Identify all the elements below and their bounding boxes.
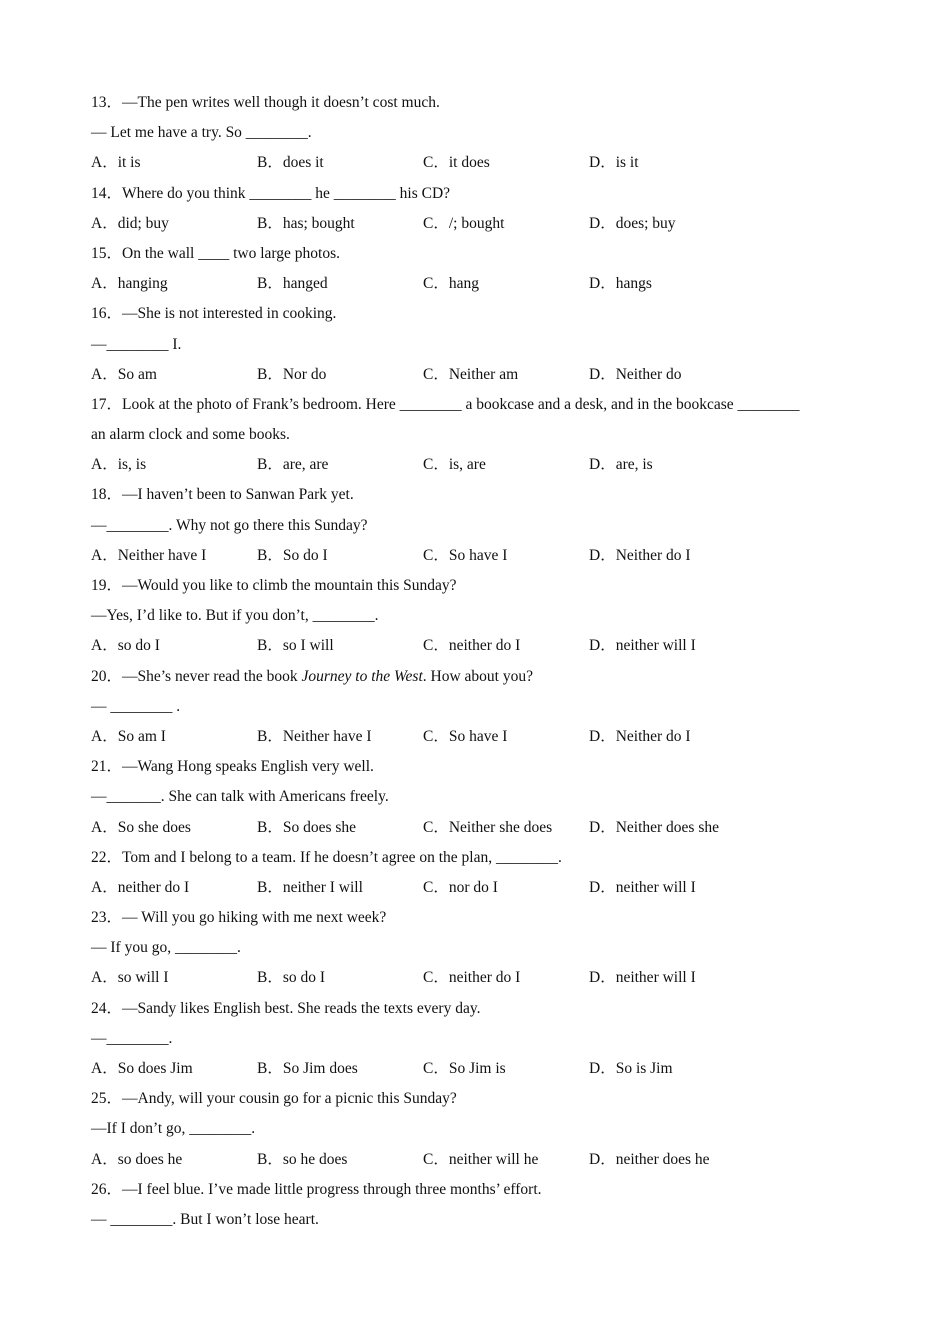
question-15-options	[91, 269, 881, 299]
question-20-reply: — ________ .	[91, 697, 181, 715]
option-a: A．so do I	[91, 637, 160, 655]
option-b: B．Nor do	[257, 365, 327, 383]
question-17-options	[91, 450, 881, 480]
option-c: C．/; bought	[423, 214, 505, 232]
option-b: B．So does she	[257, 818, 357, 836]
book-title: Journey to the West	[301, 667, 423, 685]
question-13-stem: 13．—The pen writes well though it doesn’t cost much.	[91, 94, 440, 111]
question-20-stem-end: . How about you?	[422, 667, 533, 685]
option-c: C．neither will he	[423, 1150, 539, 1168]
question-25-options	[91, 1145, 881, 1175]
option-c: C．hang	[423, 275, 479, 293]
question-17	[91, 390, 881, 481]
question-14	[91, 179, 881, 239]
question-18-stem: 18．—I haven’t been to Sanwan Park yet.	[91, 486, 354, 504]
option-b: B．so he does	[257, 1150, 348, 1168]
question-18-reply: —________. Why not go there this Sunday?	[91, 516, 368, 534]
option-b: B．So Jim does	[257, 1060, 358, 1077]
question-13	[91, 88, 881, 179]
option-a: A．it is	[91, 154, 141, 172]
option-c: C．neither do I	[423, 969, 521, 987]
option-d: D．neither will I	[589, 637, 696, 655]
question-24-options	[91, 1054, 881, 1084]
option-d: D．Neither do	[589, 365, 682, 383]
question-19-stem: 19．—Would you like to climb the mountain this Sunday?	[91, 577, 457, 594]
question-13-reply: — Let me have a try. So ________.	[91, 124, 312, 142]
question-21-options	[91, 813, 881, 843]
question-22-options	[91, 873, 881, 903]
question-14-stem: 14．Where do you think ________ he ________ his CD?	[91, 184, 451, 202]
option-a: A．Neither have I	[91, 546, 207, 564]
option-d: D．Neither do I	[589, 727, 691, 745]
question-15-stem: 15．On the wall ____ two large photos.	[91, 244, 340, 262]
question-19	[91, 571, 881, 662]
question-19-reply: —Yes, I’d like to. But if you don’t, ________.	[91, 607, 379, 625]
question-20-stem	[91, 662, 881, 692]
question-18	[91, 480, 881, 571]
question-16-reply: —________ I.	[91, 335, 182, 353]
option-d: D．are, is	[589, 456, 653, 474]
question-21-stem: 21．—Wang Hong speaks English very well.	[91, 758, 374, 776]
option-c: C．is, are	[423, 456, 486, 474]
option-a: A．neither do I	[91, 878, 190, 896]
question-13-options	[91, 148, 881, 178]
option-b: B．so do I	[257, 969, 326, 987]
question-24-stem: 24．—Sandy likes English best. She reads the texts every day.	[91, 999, 481, 1017]
option-d: D．Neither do I	[589, 546, 691, 564]
question-25	[91, 1084, 881, 1175]
option-d: D．neither does he	[589, 1150, 710, 1168]
question-23-reply: — If you go, ________.	[91, 939, 241, 957]
question-23	[91, 903, 881, 994]
option-d: D．does; buy	[589, 214, 676, 232]
option-d: D．neither will I	[589, 878, 696, 896]
question-17-stem-continued: an alarm clock and some books.	[91, 426, 290, 444]
option-c: C．neither do I	[423, 637, 521, 655]
option-c: C．nor do I	[423, 878, 498, 896]
question-20-stem-start: 20．—She’s never read the book	[91, 667, 302, 685]
question-26-reply: — ________. But I won’t lose heart.	[91, 1210, 319, 1228]
question-24	[91, 994, 881, 1085]
question-21-reply: —_______. She can talk with Americans freely.	[91, 788, 389, 806]
option-a: A．So does Jim	[91, 1060, 193, 1077]
question-17-stem: 17．Look at the photo of Frank’s bedroom. Here ________ a bookcase and a desk, and in the bookcase ________	[91, 395, 800, 413]
option-b: B．so I will	[257, 637, 334, 655]
question-16-stem: 16．—She is not interested in cooking.	[91, 305, 337, 323]
option-d: D．Neither does she	[589, 818, 719, 836]
option-a: A．So am	[91, 365, 157, 383]
option-a: A．so will I	[91, 969, 169, 987]
option-b: B．has; bought	[257, 214, 355, 232]
option-b: B．So do I	[257, 546, 328, 564]
question-14-options	[91, 209, 881, 239]
question-15	[91, 239, 881, 299]
option-b: B．are, are	[257, 456, 329, 474]
question-19-options	[91, 631, 881, 661]
option-a: A．hanging	[91, 275, 168, 293]
option-d: D．is it	[589, 154, 639, 172]
option-c: C．So have I	[423, 546, 508, 564]
question-16	[91, 299, 881, 390]
question-list	[91, 88, 881, 1235]
option-b: B．does it	[257, 154, 324, 172]
question-23-options	[91, 963, 881, 993]
question-20-options	[91, 722, 881, 752]
option-d: D．hangs	[589, 275, 652, 293]
question-20	[91, 662, 881, 753]
question-16-options	[91, 360, 881, 390]
option-a: A．So am I	[91, 727, 166, 745]
option-b: B．hanged	[257, 275, 328, 293]
question-21	[91, 752, 881, 843]
option-d: D．neither will I	[589, 969, 696, 987]
option-a: A．is, is	[91, 456, 147, 474]
question-25-stem: 25．—Andy, will your cousin go for a picnic this Sunday?	[91, 1090, 457, 1108]
question-26	[91, 1175, 881, 1235]
question-23-stem: 23．— Will you go hiking with me next week?	[91, 909, 387, 927]
question-26-stem: 26．—I feel blue. I’ve made little progress through three months’ effort.	[91, 1180, 542, 1198]
question-18-options	[91, 541, 881, 571]
question-24-reply: —________.	[91, 1029, 173, 1047]
option-c: C．Neither she does	[423, 818, 553, 836]
option-c: C．So have I	[423, 727, 508, 745]
option-c: C．it does	[423, 154, 490, 172]
option-c: C．Neither am	[423, 365, 519, 383]
question-25-reply: —If I don’t go, ________.	[91, 1120, 256, 1138]
option-a: A．So she does	[91, 818, 191, 836]
option-a: A．so does he	[91, 1150, 183, 1168]
option-b: B．neither I will	[257, 878, 363, 896]
option-b: B．Neither have I	[257, 727, 372, 745]
option-c: C．So Jim is	[423, 1060, 506, 1077]
question-22-stem: 22．Tom and I belong to a team. If he doesn’t agree on the plan, ________.	[91, 848, 562, 866]
option-d: D．So is Jim	[589, 1060, 673, 1077]
option-a: A．did; buy	[91, 214, 169, 232]
question-22	[91, 843, 881, 903]
